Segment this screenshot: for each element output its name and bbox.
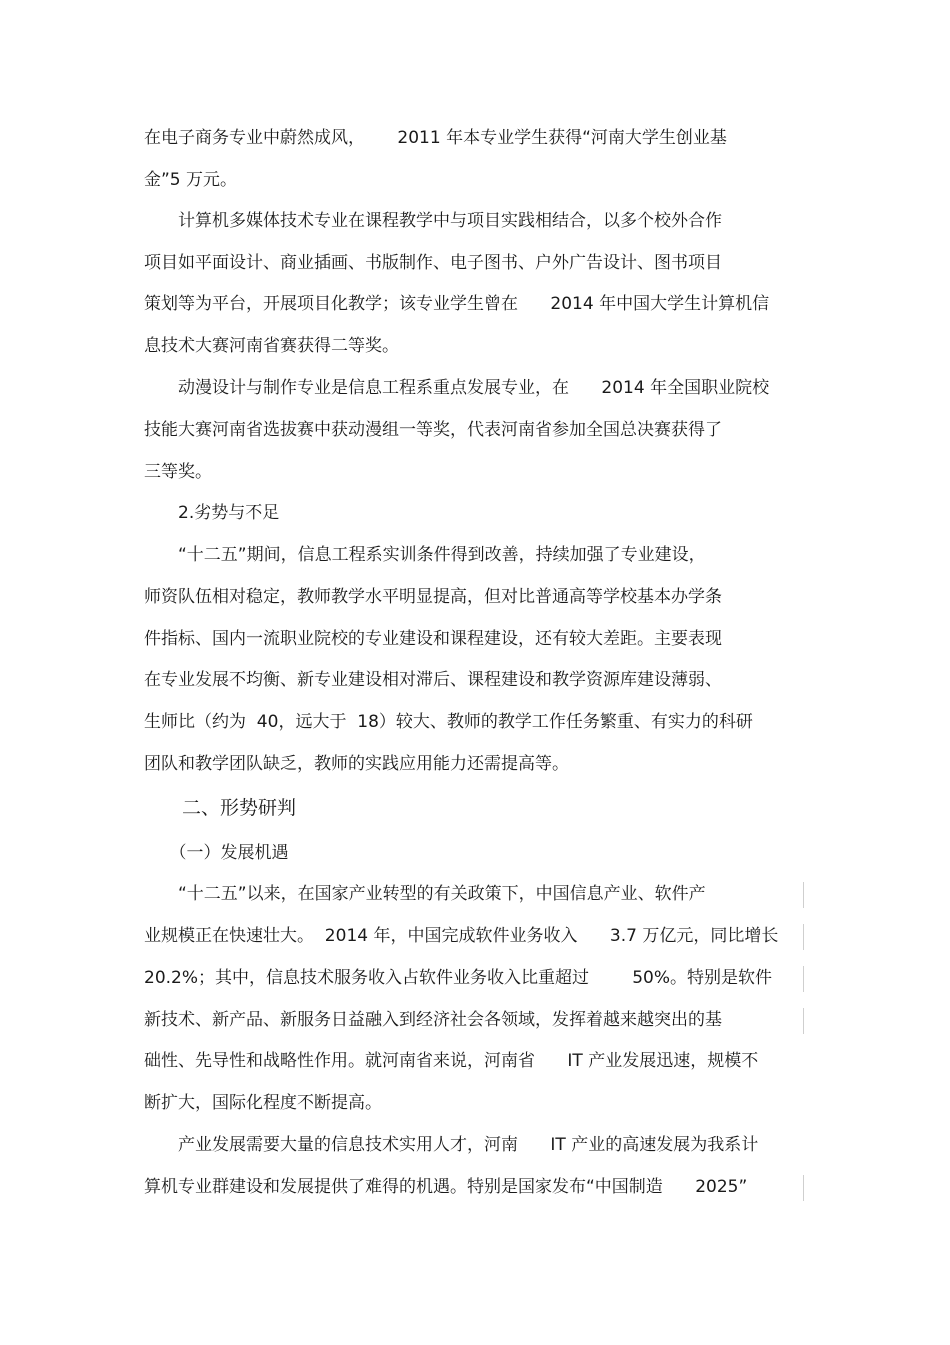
- text-line: 在专业发展不均衡、新专业建设相对滞后、课程建设和教学资源库建设薄弱、: [144, 670, 722, 690]
- text-line: 20.2%；其中，信息技术服务收入占软件业务收入比重超过 50%。特别是软件: [144, 968, 773, 988]
- text-line: 产业发展需要大量的信息技术实用人才，河南 IT 产业的高速发展为我系计: [144, 1135, 759, 1155]
- text-line: 件指标、国内一流职业院校的专业建设和课程建设，还有较大差距。主要表现: [144, 629, 722, 649]
- text-line: 动漫设计与制作专业是信息工程系重点发展专业，在 2014 年全国职业院校: [144, 378, 770, 398]
- text-line: 础性、先导性和战略性作用。就河南省来说，河南省 IT 产业发展迅速，规模不: [144, 1051, 759, 1071]
- text-line: 技能大赛河南省选拔赛中获动漫组一等奖，代表河南省参加全国总决赛获得了: [144, 420, 722, 440]
- margin-rule: [803, 924, 804, 950]
- margin-rule: [803, 1175, 804, 1201]
- text-line: 息技术大赛河南省赛获得二等奖。: [144, 336, 399, 356]
- text-line: 算机专业群建设和发展提供了难得的机遇。特别是国家发布“中国制造 2025”: [144, 1177, 748, 1197]
- text-line: 生师比（约为 40，远大于 18）较大、教师的教学工作任务繁重、有实力的科研: [144, 712, 753, 732]
- text-line: 项目如平面设计、商业插画、书版制作、电子图书、户外广告设计、图书项目: [144, 253, 722, 273]
- text-line: 团队和教学团队缺乏，教师的实践应用能力还需提高等。: [144, 754, 569, 774]
- text-line: “十二五”以来，在国家产业转型的有关政策下，中国信息产业、软件产: [144, 884, 706, 904]
- text-line: 师资队伍相对稳定，教师教学水平明显提高，但对比普通高等学校基本办学条: [144, 587, 722, 607]
- margin-rule: [803, 966, 804, 992]
- text-line: 计算机多媒体技术专业在课程教学中与项目实践相结合，以多个校外合作: [144, 211, 722, 231]
- text-line: 在电子商务专业中蔚然成风， 2011 年本专业学生获得“河南大学生创业基: [144, 128, 727, 148]
- text-line: 断扩大，国际化程度不断提高。: [144, 1093, 382, 1113]
- text-line: 金”5 万元。: [144, 170, 238, 190]
- text-line: （一）发展机遇: [144, 843, 289, 863]
- margin-rule: [803, 1008, 804, 1034]
- text-line: “十二五”期间，信息工程系实训条件得到改善，持续加强了专业建设，: [144, 545, 706, 565]
- text-line: 2.劣势与不足: [144, 503, 280, 523]
- text-line: 策划等为平台，开展项目化教学；该专业学生曾在 2014 年中国大学生计算机信: [144, 294, 770, 314]
- section-heading: 二、形势研判: [144, 797, 297, 819]
- text-line: 业规模正在快速壮大。 2014 年，中国完成软件业务收入 3.7 万亿元，同比增长: [144, 926, 779, 946]
- text-line: 新技术、新产品、新服务日益融入到经济社会各领域，发挥着越来越突出的基: [144, 1010, 722, 1030]
- margin-rule: [803, 882, 804, 908]
- text-line: 三等奖。: [144, 462, 212, 482]
